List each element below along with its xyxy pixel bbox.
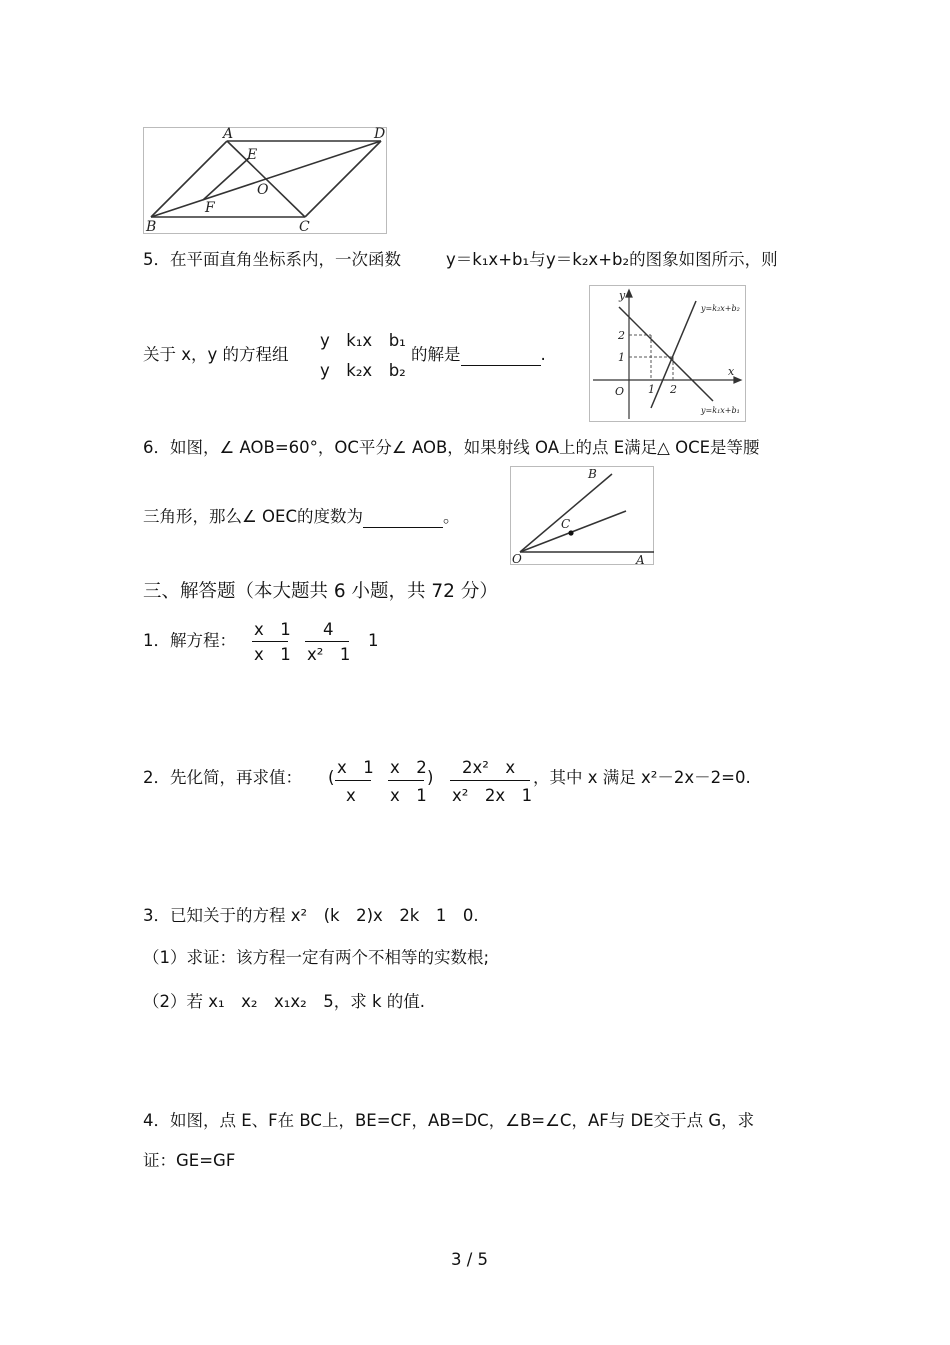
angle-svg — [510, 466, 654, 565]
label-e: E — [247, 147, 258, 163]
q6-answer-blank — [363, 507, 443, 528]
q5-line2-end: . — [540, 345, 546, 364]
point-c — [568, 530, 573, 535]
tick-y2: 2 — [618, 329, 625, 342]
q5-line1-formula2: y＝k₂x+b₂的图象如图所示，则 — [546, 250, 778, 269]
p4-line2: 证：GE=GF — [143, 1151, 236, 1170]
label-o: O — [257, 182, 269, 198]
edge-ab — [151, 141, 227, 217]
label-b: B — [588, 467, 597, 481]
p2-f2-bar — [388, 780, 424, 781]
p2-suffix: ，其中 x 满足 x²－2x－2=0. — [533, 768, 751, 787]
x-axis-label: x — [728, 365, 735, 378]
p3-line1: 3．已知关于的方程 x² (k 2)x 2k 1 0. — [143, 906, 479, 925]
q5-line1-formula1: y＝k₁x+b₁与 — [446, 250, 546, 269]
figure-angle — [510, 466, 654, 565]
edge-dc — [305, 141, 381, 217]
q6-line2-text: 三角形，那么∠ OEC的度数为 — [143, 507, 363, 526]
p1-frac1-bar — [252, 641, 288, 642]
page-number: 3 / 5 — [451, 1250, 489, 1269]
p2-prefix: 2．先化简，再求值： — [143, 768, 302, 787]
p2-f3-bar — [450, 780, 530, 781]
p1-frac2-num: 4 — [323, 620, 334, 639]
figure-coordinate-graph — [589, 285, 746, 422]
section-heading: 三、解答题（本大题共 6 小题，共 72 分） — [143, 581, 498, 602]
p1-frac1-den: x 1 — [254, 645, 291, 664]
line-label-bottom: y=k₁x+b₁ — [701, 406, 740, 415]
tick-y1: 1 — [618, 351, 625, 364]
figure-parallelogram — [143, 127, 387, 234]
y-axis-arrow — [626, 290, 632, 297]
p1-rhs: 1 — [368, 631, 379, 650]
tick-x1: 1 — [648, 383, 655, 396]
label-a: A — [636, 553, 645, 565]
label-d: D — [374, 127, 386, 142]
q5-line2-prefix: 关于 x，y 的方程组 — [143, 345, 289, 364]
p3-line3: （2）若 x₁ x₂ x₁x₂ 5，求 k 的值. — [143, 992, 426, 1011]
ray-ob — [520, 474, 612, 552]
q5-line2-text: 的解是 — [411, 345, 461, 364]
tick-x2: 2 — [670, 383, 677, 396]
origin-label: O — [615, 385, 625, 398]
q6-line2-end: 。 — [442, 507, 460, 526]
x-axis-arrow — [734, 377, 741, 383]
label-o: O — [512, 552, 522, 565]
line-k1 — [619, 307, 713, 401]
p2-f2-den: x 1 — [390, 786, 427, 805]
p1-frac2-bar — [305, 641, 349, 642]
q5-line2-suffix — [411, 345, 546, 366]
p1-prefix: 1．解方程： — [143, 631, 236, 650]
label-c: C — [299, 219, 310, 234]
label-b: B — [146, 219, 157, 234]
label-f: F — [205, 200, 215, 216]
label-c: C — [561, 517, 571, 531]
p2-f1-bar — [335, 780, 371, 781]
p2-f3-num: 2x² x — [462, 758, 516, 777]
p1-frac1-num: x 1 — [254, 620, 291, 639]
q6-line1: 6．如图，∠ AOB=60°，OC平分∠ AOB，如果射线 OA上的点 E满足△ OCE是等腰 — [143, 438, 760, 457]
diag-bd — [151, 141, 381, 217]
parallelogram-svg — [143, 127, 387, 234]
p2-f1-den: x — [346, 786, 356, 805]
q5-line1-text: 5．在平面直角坐标系内，一次函数 — [143, 250, 401, 269]
p2-left-paren: ( — [328, 768, 335, 787]
p1-frac2-den: x² 1 — [307, 645, 351, 664]
line-label-top: y=k₂x+b₂ — [701, 304, 740, 313]
p4-line1: 4．如图，点 E、F在 BC上，BE=CF，AB=DC，∠B=∠C，AF与 DE交于点 G，求 — [143, 1111, 755, 1130]
seg-ef — [203, 158, 249, 200]
p2-f2-num: x 2 — [390, 758, 427, 777]
p2-right-paren: ) — [427, 768, 434, 787]
p3-line2: （1）求证：该方程一定有两个不相等的实数根; — [143, 948, 490, 967]
q5-answer-blank — [461, 345, 541, 366]
y-axis-label: y — [619, 289, 626, 302]
q5-system-row1: y k₁x b₁ — [320, 331, 406, 350]
q5-line1 — [143, 250, 401, 270]
coordinate-graph-svg — [589, 285, 746, 422]
q5-system-row2: y k₂x b₂ — [320, 361, 406, 380]
p2-f1-num: x 1 — [337, 758, 374, 777]
p2-f3-den: x² 2x 1 — [452, 786, 533, 805]
q6-line2 — [143, 507, 459, 528]
label-a: A — [223, 127, 234, 142]
